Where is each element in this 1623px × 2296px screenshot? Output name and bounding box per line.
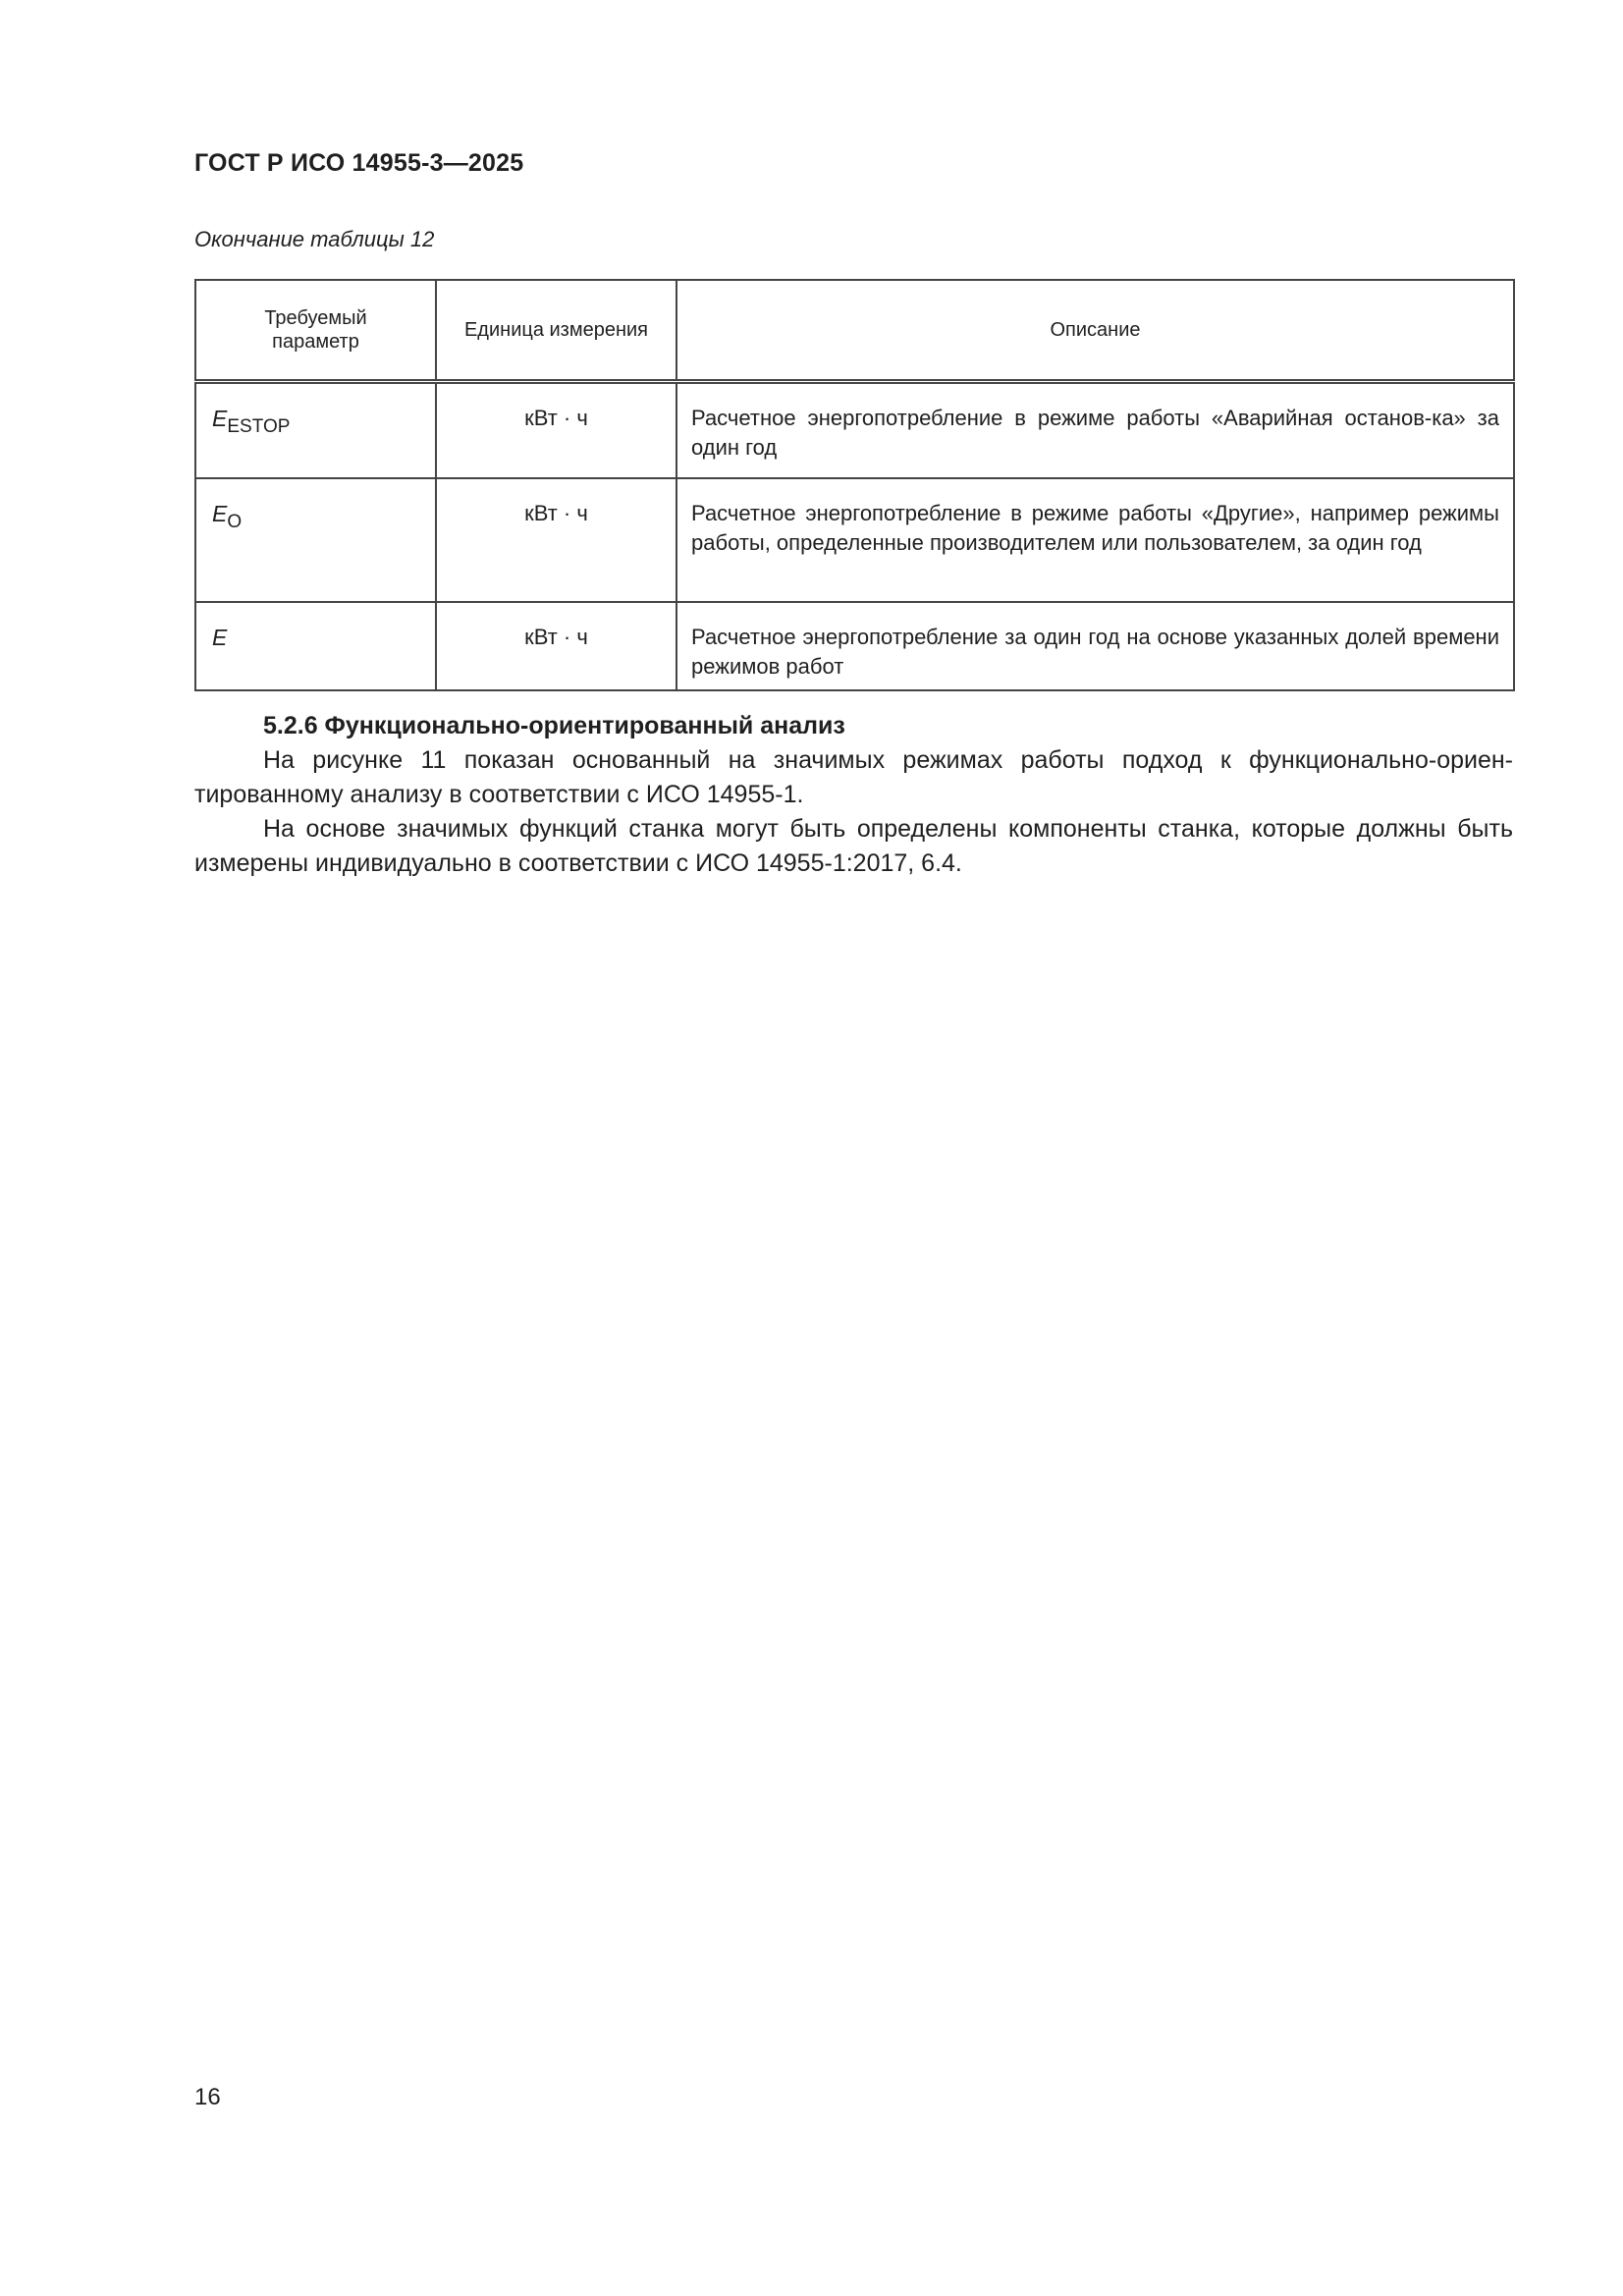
page-number: 16 (194, 2084, 221, 2110)
section-body (194, 709, 1513, 881)
param-cell (195, 478, 436, 602)
document-header: ГОСТ Р ИСО 14955-3—2025 (194, 149, 524, 177)
paragraph: На рисунке 11 показан основанный на значимых режимах работы подход к функционально-ориен-тированному анализу в соответствии с ИСО 14955-1. (194, 746, 1513, 808)
description-cell: Расчетное энергопотребление за один год на основе указанных долей времени режимов работ (676, 602, 1514, 690)
param-subscript: ESTOP (227, 416, 291, 437)
table-row (195, 382, 1514, 478)
description-cell: Расчетное энергопотребление в режиме работы «Аварийная останов-ка» за один год (676, 382, 1514, 478)
unit-cell: кВт · ч (436, 602, 676, 690)
param-symbol: E (212, 406, 228, 431)
parameters-table (194, 279, 1515, 691)
unit-cell: кВт · ч (436, 382, 676, 478)
unit-cell: кВт · ч (436, 478, 676, 602)
table-row (195, 478, 1514, 602)
param-cell (195, 602, 436, 690)
param-subscript: O (227, 511, 243, 532)
table-caption: Окончание таблицы 12 (194, 227, 435, 251)
param-cell (195, 382, 436, 478)
column-header-parameter: Требуемый параметр (195, 280, 436, 382)
column-header-unit: Единица измерения (436, 280, 676, 382)
table-header-row (195, 280, 1514, 382)
description-cell: Расчетное энергопотребление в режиме работы «Другие», например режимы работы, определенные производителем или пользователем, за один год (676, 478, 1514, 602)
param-symbol: E (212, 500, 228, 526)
table-row (195, 602, 1514, 690)
paragraph: На основе значимых функций станка могут быть определены компоненты станка, которые должны быть измерены индивидуально в соответствии с ИСО 14955-1:2017, 6.4. (194, 815, 1513, 877)
column-header-description: Описание (676, 280, 1514, 382)
section-heading: 5.2.6 Функционально-ориентированный анализ (263, 712, 845, 739)
param-symbol: E (212, 624, 228, 650)
